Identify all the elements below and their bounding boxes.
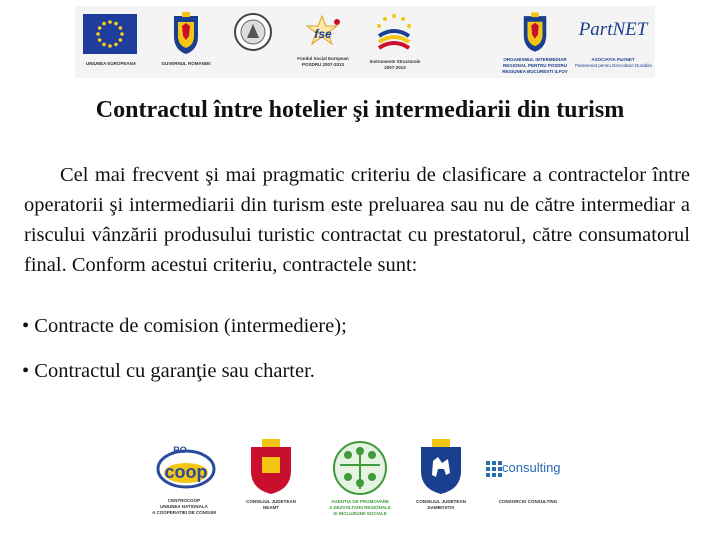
coop-prefix: RO [173,445,187,455]
fse-mark: fse [314,27,332,41]
gov-caption: GUVERNUL ROMANIEI [161,61,211,66]
neamt-caption-1: CONSILIUL JUDETEAN [246,499,296,504]
coop-caption-1: CENTROCOOP [167,498,201,503]
agency-caption-2: A DEZVOLTARII REGIONALE [329,505,391,510]
round-seal-logo [233,12,273,52]
eu-flag-logo [83,14,137,54]
neamt-coat-of-arms-logo [248,439,294,495]
consulting-logo: consulting [502,460,561,475]
is-caption-2: 2007-2013 [384,65,406,70]
oir-caption-3: REGIUNEA BUCURESTI ILFOV [502,69,568,74]
consulting-grid-icon [486,461,502,477]
agency-caption-1: AGENTIA DE PROMOVARE [330,499,389,504]
partnet-logo: PartNET [578,19,648,40]
fse-caption-1: Fondul Social European [297,56,349,61]
sponsor-logo-strip [75,6,655,78]
agency-caption-3: SI INCLUZIUNII SOCIALE [333,511,387,516]
structural-instruments-logo [373,12,415,54]
dambovita-caption-2: DAMBOVITA [427,505,455,510]
eu-caption: UNIUNEA EUROPEANA [85,61,137,66]
coop-caption-2: UNIUNEA NATIONALA [160,504,208,509]
bullet-item-charter: • Contractul cu garanţie sau charter. [22,360,315,382]
dambovita-caption-1: CONSILIUL JUDETEAN [416,499,466,504]
partnet-caption-1: ASOCIATIA PartNET [591,57,635,62]
people-globe-icon [330,439,390,497]
partner-logo-strip [140,435,580,525]
oir-caption-2: REGIONAL PENTRU POSDRU [503,63,567,68]
page-title: Contractul între hotelier şi intermediarii din turism [95,97,625,123]
partnet-caption-2: Parteneriat pentru Dezvoltare Durabila [575,63,652,68]
is-caption-1: Instrumente Structurale [369,59,421,64]
neamt-caption-2: NEAMT [263,505,279,510]
coop-caption-3: A COOPERATIEI DE CONSUM [152,510,216,515]
consulting-caption: CONSORCIO CONSULTING [498,499,558,504]
fse-caption-2: POSDRU 2007-2013 [301,62,345,67]
coop-mark: coop [164,462,208,482]
body-paragraph: Cel mai frecvent şi mai pragmatic criteriu de clasificare a contractelor între operatorii şi intermediarii din turism este preluarea sau nu de către intermediar a riscului vânzării produsului turistic contractat cu prestatorul, către consumatorul final. Conform acestui criteriu, contractele sunt: [24,164,690,276]
oir-posdru-coat-of-arms-logo [520,12,550,54]
dambovita-coat-of-arms-logo [418,439,464,495]
romania-coat-of-arms-logo [170,12,202,56]
oir-caption-1: ORGANISMUL INTERMEDIAR [503,57,567,62]
bullet-item-commission: • Contracte de comision (intermediere); [22,315,347,337]
